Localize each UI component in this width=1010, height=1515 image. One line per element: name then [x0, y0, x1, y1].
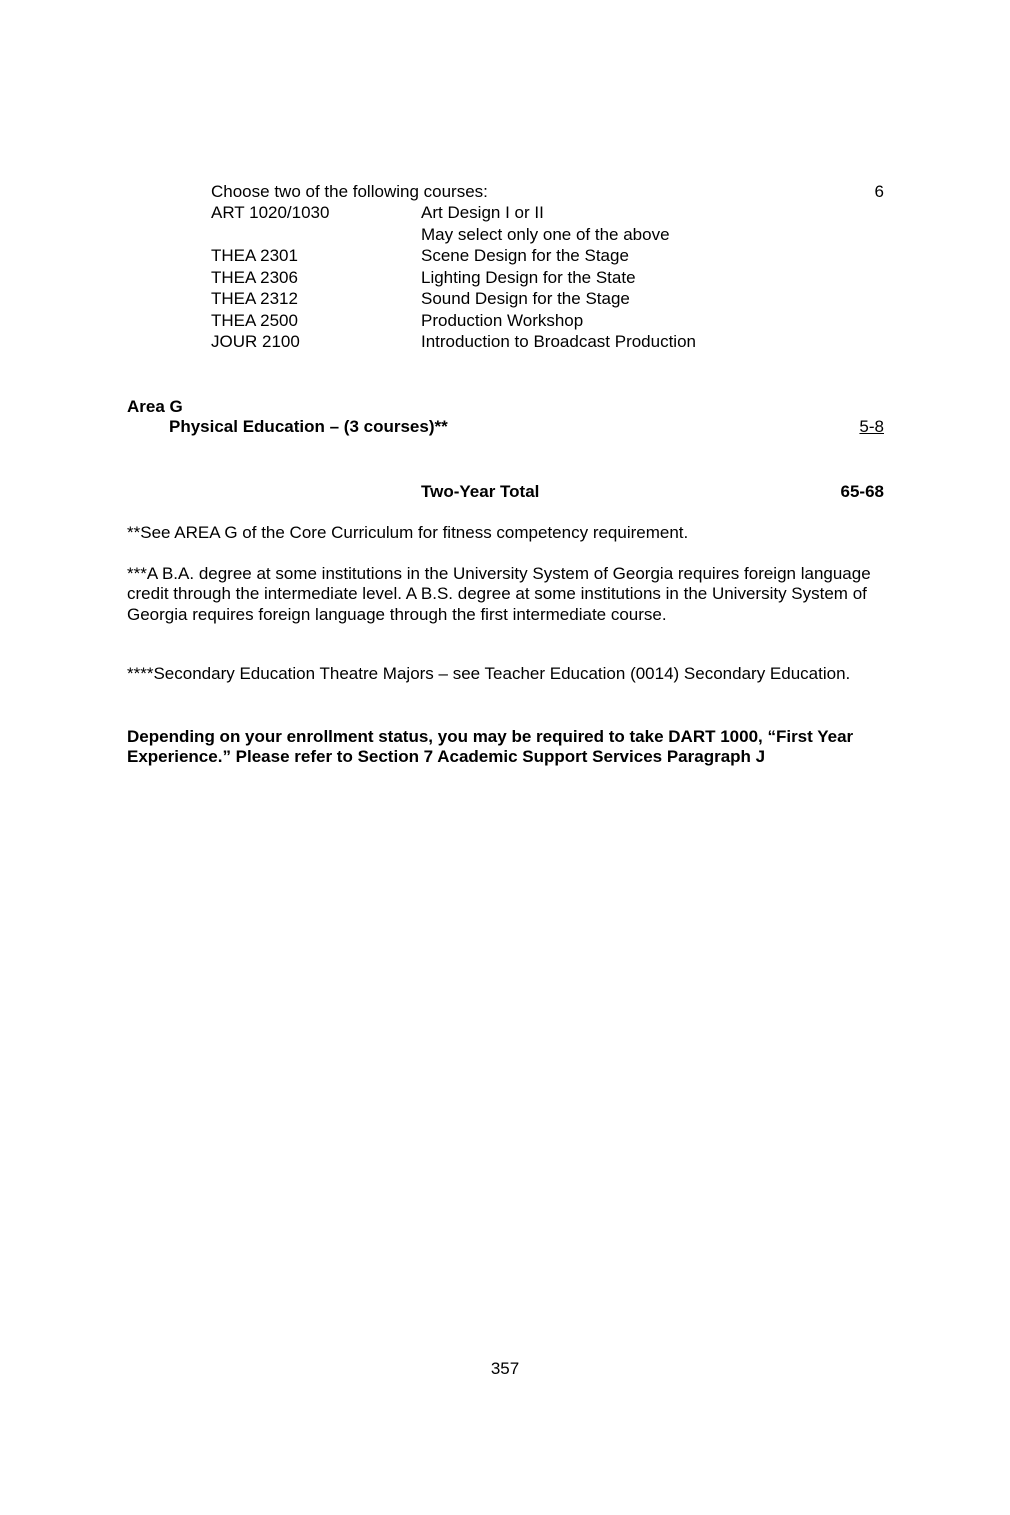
footnote-area-g: **See AREA G of the Core Curriculum for fitness competency requirement. [127, 523, 689, 542]
total-label: Two-Year Total [421, 482, 540, 501]
total-hours: 65-68 [840, 482, 884, 501]
course-code: THEA 2306 [211, 268, 298, 287]
course-title: Introduction to Broadcast Production [421, 332, 696, 351]
course-title: Art Design I or II [421, 203, 544, 222]
course-code: THEA 2312 [211, 289, 298, 308]
enrollment-note: Depending on your enrollment status, you may be required to take DART 1000, “First Year Experience.” Please refer to Section 7 Academic Support Services Paragraph J [127, 727, 854, 767]
footnote-secondary-education: ****Secondary Education Theatre Majors – see Teacher Education (0014) Secondary Education. [127, 664, 851, 683]
course-note: May select only one of the above [421, 225, 670, 244]
course-code: JOUR 2100 [211, 332, 300, 351]
course-title: Scene Design for the Stage [421, 246, 629, 265]
area-g-heading: Area G [127, 397, 183, 416]
course-code: THEA 2500 [211, 311, 298, 330]
area-g-item: Physical Education – (3 courses)** [169, 417, 448, 436]
course-title: Sound Design for the Stage [421, 289, 630, 308]
course-title: Lighting Design for the State [421, 268, 636, 287]
footnote-foreign-language: ***A B.A. degree at some institutions in the University System of Georgia requires foreign language credit through the intermediate level. A B.S. degree at some institutions in the University System of Georgia requires foreign language through the first intermediate course. [127, 564, 871, 624]
course-title: Production Workshop [421, 311, 584, 330]
page-number: 357 [490, 1359, 520, 1378]
area-g-hours: 5-8 [859, 417, 884, 436]
course-code: ART 1020/1030 [211, 203, 330, 222]
course-code: THEA 2301 [211, 246, 298, 265]
choose-intro: Choose two of the following courses: [211, 182, 488, 201]
choose-hours: 6 [874, 182, 884, 201]
